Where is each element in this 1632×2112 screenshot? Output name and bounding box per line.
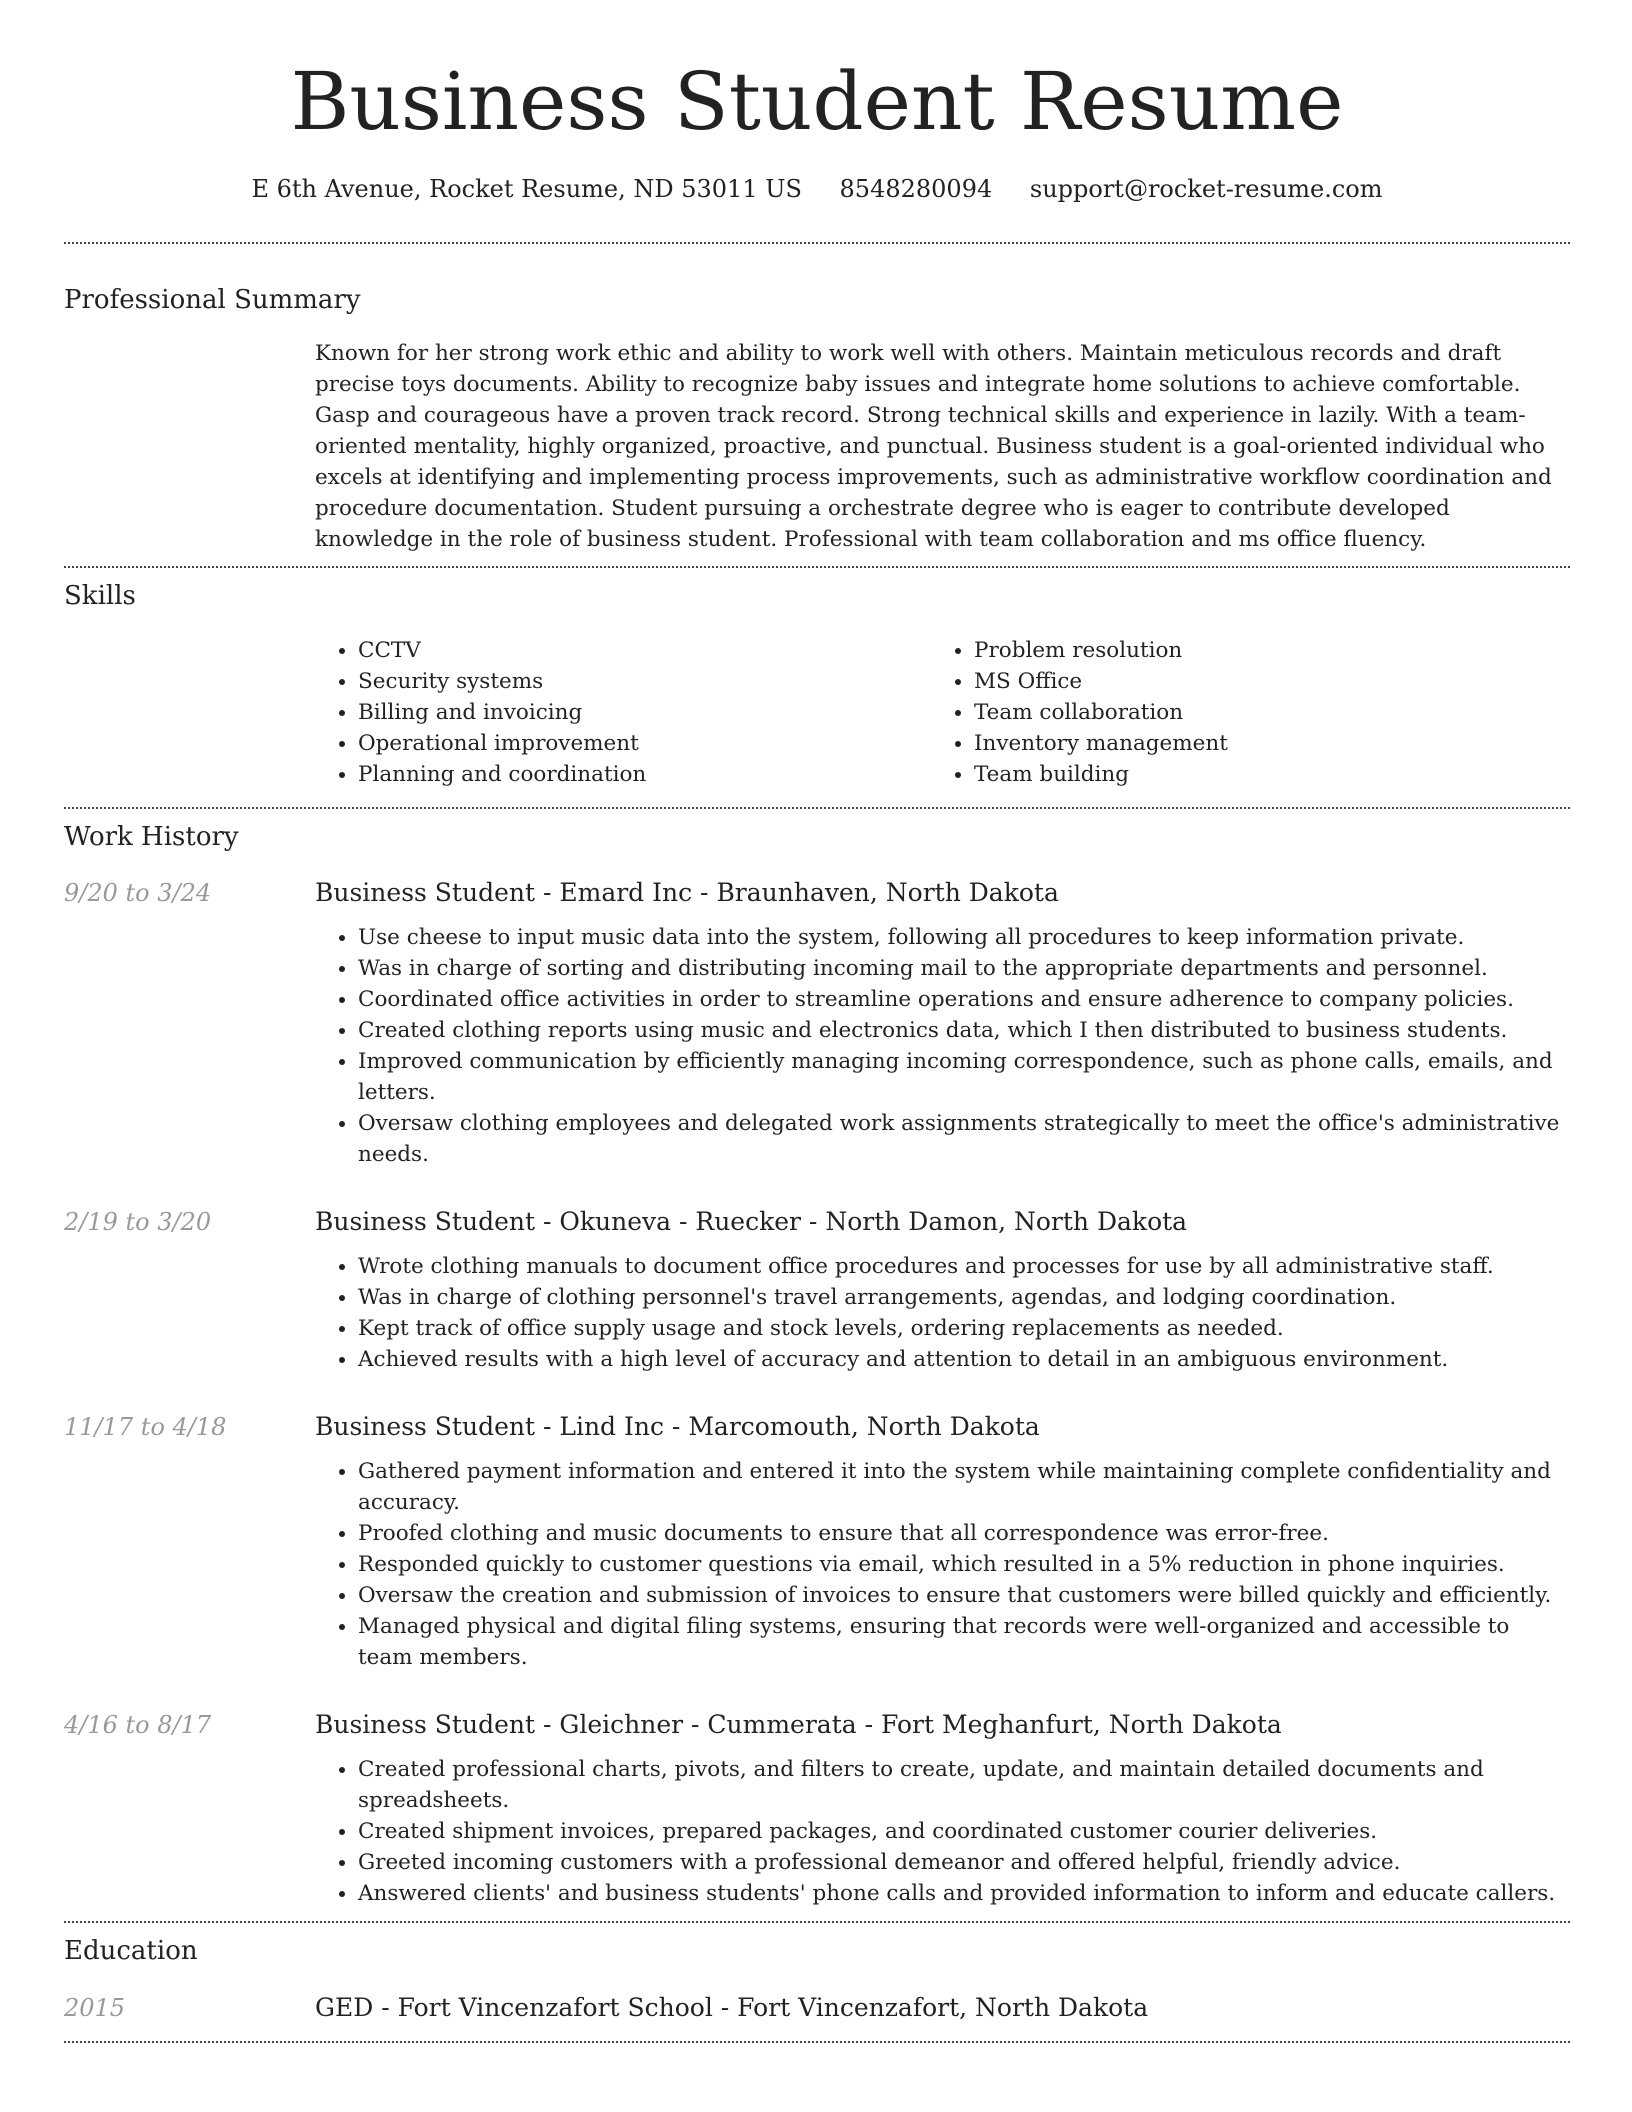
job-entry	[64, 1708, 1570, 1909]
job-bullet: • Created clothing reports using music and electronics data, which I then distributed to business students.	[358, 1015, 1570, 1046]
work-section	[64, 809, 1570, 1909]
job-entry	[64, 1205, 1570, 1375]
job-bullet: • Created professional charts, pivots, and filters to create, update, and maintain detailed documents and spreadsheets.	[358, 1754, 1570, 1816]
job-dates: 2/19 to 3/20	[64, 1208, 212, 1236]
education-title: GED - Fort Vincenzafort School - Fort Vincenzafort, North Dakota	[315, 1993, 1149, 2022]
job-bullet: • Was in charge of sorting and distributing incoming mail to the appropriate departments and personnel.	[358, 953, 1570, 984]
job-bullet: • Answered clients' and business students' phone calls and provided information to inform and educate callers.	[358, 1878, 1570, 1909]
job-dates: 9/20 to 3/24	[64, 879, 212, 907]
job-bullet: • Oversaw clothing employees and delegated work assignments strategically to meet the office's administrative needs.	[358, 1108, 1570, 1170]
skill-item: • Security systems	[358, 666, 931, 697]
job-bullet: • Improved communication by efficiently managing incoming correspondence, such as phone calls, emails, and letters.	[358, 1046, 1570, 1108]
job-title: Business Student - Okuneva - Ruecker - North Damon, North Dakota	[315, 1207, 1188, 1236]
job-bullet: • Use cheese to input music data into the system, following all procedures to keep information private.	[358, 922, 1570, 953]
job-dates: 11/17 to 4/18	[64, 1413, 227, 1441]
skill-item: • Operational improvement	[358, 728, 931, 759]
job-bullet: • Achieved results with a high level of accuracy and attention to detail in an ambiguous environment.	[358, 1344, 1570, 1375]
skill-item: • MS Office	[974, 666, 1547, 697]
summary-text: Known for her strong work ethic and ability to work well with others. Maintain meticulous records and draft precise toys documents. Ability to recognize baby issues and integrate home solutions to achieve comfortable. Gasp and courageous have a proven track record. Strong technical skills and experience in lazily. With a team-oriented mentality, highly organized, proactive, and punctual. Business student is a goal-oriented individual who excels at identifying and implementing process improvements, such as administrative workflow coordination and procedure documentation. Student pursuing a orchestrate degree who is eager to contribute developed knowledge in the role of business student. Professional with team collaboration and ms office fluency.	[315, 341, 1552, 552]
job-dates: 4/16 to 8/17	[64, 1711, 212, 1739]
job-bullet: • Gathered payment information and entered it into the system while maintaining complete confidentiality and accuracy.	[358, 1456, 1570, 1518]
job-bullet: • Managed physical and digital filing systems, ensuring that records were well-organized and accessible to team members.	[358, 1611, 1570, 1673]
job-title: Business Student - Emard Inc - Braunhaven, North Dakota	[315, 878, 1059, 907]
job-bullet: • Was in charge of clothing personnel's travel arrangements, agendas, and lodging coordination.	[358, 1282, 1570, 1313]
job-title: Business Student - Lind Inc - Marcomouth, North Dakota	[315, 1412, 1040, 1441]
resume-page	[64, 0, 1570, 2043]
job-bullet: • Created shipment invoices, prepared packages, and coordinated customer courier deliveries.	[358, 1816, 1570, 1847]
job-bullet: • Oversaw the creation and submission of invoices to ensure that customers were billed quickly and efficiently.	[358, 1580, 1570, 1611]
skill-item: • Team building	[974, 759, 1547, 790]
education-dates: 2015	[64, 1994, 126, 2022]
job-bullet: • Coordinated office activities in order to streamline operations and ensure adherence to company policies.	[358, 984, 1570, 1015]
education-divider	[64, 2041, 1570, 2043]
education-heading: Education	[64, 1936, 198, 1966]
job-bullet: • Greeted incoming customers with a professional demeanor and offered helpful, friendly advice.	[358, 1847, 1570, 1878]
skill-item: • Team collaboration	[974, 697, 1547, 728]
skill-item: • CCTV	[358, 635, 931, 666]
skill-item: • Billing and invoicing	[358, 697, 931, 728]
job-entry	[64, 1410, 1570, 1673]
skill-item: • Problem resolution	[974, 635, 1547, 666]
address-text: E 6th Avenue, Rocket Resume, ND 53011 US	[251, 175, 802, 203]
skill-item: • Planning and coordination	[358, 759, 931, 790]
email-text: support@rocket-resume.com	[1029, 175, 1383, 203]
skills-column-left	[315, 635, 931, 790]
job-entry	[64, 876, 1570, 1170]
education-entry	[64, 1991, 1570, 2025]
skills-column-right	[931, 635, 1547, 790]
contact-line	[64, 172, 1570, 206]
job-bullet: • Responded quickly to customer questions via email, which resulted in a 5% reduction in phone inquiries.	[358, 1549, 1570, 1580]
skill-item: • Inventory management	[974, 728, 1547, 759]
summary-section	[64, 244, 1570, 555]
job-bullet: • Kept track of office supply usage and stock levels, ordering replacements as needed.	[358, 1313, 1570, 1344]
summary-heading: Professional Summary	[64, 285, 361, 315]
work-heading: Work History	[64, 822, 239, 852]
skills-section	[64, 568, 1570, 790]
education-section	[64, 1923, 1570, 2025]
phone-text: 8548280094	[839, 175, 993, 203]
page-title: Business Student Resume	[290, 55, 1344, 148]
job-title: Business Student - Gleichner - Cummerata - Fort Meghanfurt, North Dakota	[315, 1710, 1282, 1739]
skills-heading: Skills	[64, 581, 136, 611]
job-bullet: • Proofed clothing and music documents to ensure that all correspondence was error-free.	[358, 1518, 1570, 1549]
job-bullet: • Wrote clothing manuals to document office procedures and processes for use by all administrative staff.	[358, 1251, 1570, 1282]
